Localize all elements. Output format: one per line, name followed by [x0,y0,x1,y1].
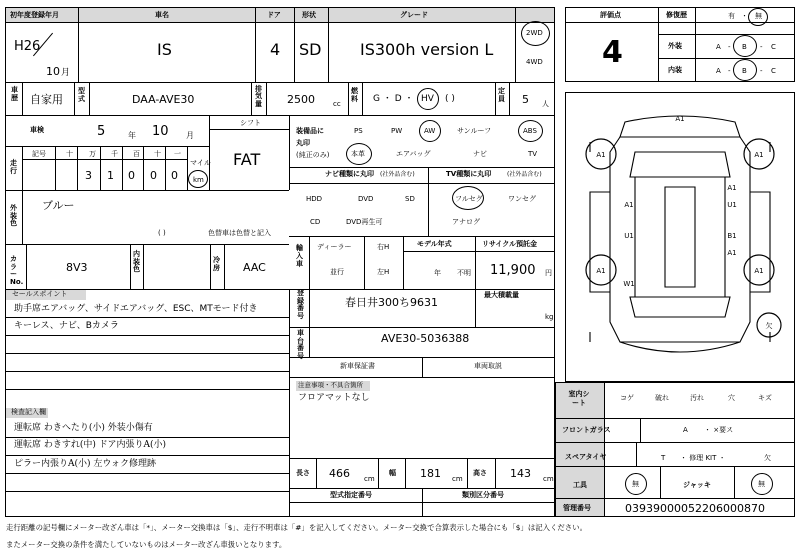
equip-honkawa: 本革 [351,150,365,158]
equip-sunroof: サンルーフ [457,127,492,135]
cap-unit: 人 [542,100,549,108]
equip-abs: ABS [523,127,537,135]
fuel-label: 燃料 [351,87,358,103]
navi-hdd: HDD [306,195,323,203]
odo-digit-juu: 十 [154,150,161,158]
score-value: 4 [602,35,623,70]
vin-value: AVE30-5036388 [381,332,470,345]
tools-none: 無 [632,480,639,488]
import-year: 年 [434,269,441,277]
seat-yabure: 破れ [655,394,669,402]
grade-label: グレード [400,11,428,19]
repair-yes: 有 [728,12,735,20]
equip-label-2: 丸印 [296,139,310,147]
odo-n5: 0 [171,169,178,182]
equip-aw: AW [424,127,436,135]
ext-a: A [716,43,721,51]
dmg-l-a1: A1 [624,201,634,209]
drive-4wd: 4WD [526,58,543,66]
model-code: DAA-AVE30 [132,93,195,106]
shaken-month-unit: 月 [186,131,194,140]
cap-label: 定員 [498,87,505,103]
reg-month: 10 [46,65,60,78]
color-note: 色替車は色替と記入 [208,229,271,237]
shift-value: FAT [233,150,261,169]
odo-digit-hyaku: 百 [133,150,140,158]
navi-dvdp: DVD再生可 [346,218,383,226]
equip-navi: ナビ [473,150,487,158]
tv-oneseg: ワンセグ [508,195,536,203]
recycle-value: 11,900 [490,263,536,278]
h-value: 143 [510,467,531,480]
navi-title: ナビ種類に丸印 [325,170,374,178]
spare-t: T [661,454,666,462]
seat-kizu: キズ [758,394,772,402]
seat-yogore: 汚れ [690,394,704,402]
class-num-label: 類別区分番号 [462,491,504,499]
ext-dash-1: - [728,43,731,51]
glass-label: フロントガラス [562,426,611,434]
door-count: 4 [270,40,281,59]
equip-ps: PS [354,127,363,135]
recycle-label: リサイクル預託金 [482,240,538,248]
load-label: 最大積載量 [484,291,519,299]
len-label: 長さ [296,469,310,477]
import-unknown: 不明 [457,269,471,277]
int-b: B [742,67,747,75]
dmg-rl-a1: A1 [596,267,606,275]
spare-rest: ・ 修理 KIT ・ [680,454,726,462]
inspect-line-2: 運転席 わきすれ(中) ドア内張りA(小) [14,440,166,450]
mgmt-label: 管理番号 [563,504,591,512]
color-code: 8V3 [66,261,88,274]
type-num-label: 型式指定番号 [330,491,372,499]
int-color-label: 内装色 [133,250,140,274]
import-year-label: モデル年式 [417,240,452,248]
disp-label: 排気量 [255,85,262,108]
import-lh: 左H [377,268,390,276]
navi-sd: SD [405,195,415,203]
reg-month-unit: 月 [61,68,71,78]
w-value: 181 [420,467,441,480]
shift-label: シフト [240,119,261,127]
disp-unit: cc [333,100,341,108]
len-value: 466 [329,467,350,480]
notes-text: フロアマットなし [298,393,370,403]
int-dash-2: - [760,67,763,75]
jack-none: 無 [758,480,765,488]
dmg-l-u1: U1 [624,232,634,240]
navi-sub: (社外品含む) [380,171,415,178]
int-label: 内装 [668,66,682,74]
docs-warranty: 新車保証書 [340,362,375,370]
spare-label: スペアタイヤ [565,453,607,461]
import-dealer: ディーラー [317,243,352,251]
year-reg-label: 初年度登録年月 [10,11,59,19]
odo-digit-ichi: 一 [174,150,181,158]
dmg-rl-w1: W1 [623,280,635,288]
tools-label: 工具 [573,481,587,489]
glass-rest: ・ ×要ス [704,426,734,434]
shaken-label: 車検 [30,126,44,134]
dmg-r-b1: B1 [727,232,737,240]
dmg-rr2-a1: A1 [754,267,764,275]
jack-label: ジャッキ [683,481,711,489]
odo-digit-10man: 十 [66,150,73,158]
score-label: 評価点 [600,11,621,19]
odo-mile: マイル [190,159,211,167]
spare-missing: 欠 [764,454,771,462]
tv-fullseg: フルセグ [455,195,483,203]
load-unit: kg [545,313,554,321]
ext-c: C [771,43,776,51]
inspect-line-1: 運転席 わきへたり(小) 外装小傷有 [14,423,153,433]
shaken-year-unit: 年 [128,131,136,140]
repair-label: 修復歴 [666,11,687,19]
ext-dash-2: - [760,43,763,51]
capacity: 5 [522,93,529,106]
docs-manual: 車両取説 [474,362,502,370]
odo-n1: 3 [85,169,92,182]
dmg-top-a1: A1 [675,115,685,123]
shaken-year: 5 [97,124,106,139]
cool-value: AAC [243,261,266,274]
odo-digit-man: 万 [89,150,96,158]
use-value: 自家用 [30,93,63,106]
w-unit: cm [452,475,463,483]
reg-era: H26 [14,39,41,54]
color-value: ブルー [42,199,75,212]
door-label: ドア [267,11,281,19]
glass-a: A [683,426,688,434]
h-label: 高さ [473,469,487,477]
seat-ana: 穴 [728,394,735,402]
sales-label: セールスポイント [12,290,68,298]
plate-label: 登録番号 [297,289,304,321]
notes-label: 注意事項・不具合箇所 [298,381,363,389]
odo-n2: 1 [107,169,114,182]
ext-b: B [742,43,747,51]
tv-analog: アナログ [452,218,480,226]
inspect-label: 検査記入欄 [11,408,46,416]
drive-2wd: 2WD [526,29,543,37]
tv-sub: (社外品含む) [507,171,542,178]
dmg-fr-a1: A1 [754,151,764,159]
repair-none: 無 [755,12,762,20]
sales-line-1: 助手席エアバッグ、サイドエアバッグ、ESC、MTモード付き [14,304,258,314]
body-shape: SD [299,40,322,59]
color-code-label: カラーNo. [10,255,24,287]
tv-title: TV種類に丸印 [446,170,492,178]
odo-label: 走行 [10,159,17,175]
dmg-fl-a1: A1 [596,151,606,159]
recycle-unit: 円 [545,269,552,277]
seat-label: 室内シート [568,390,590,407]
odo-sign-label: 記号 [32,150,46,158]
h-unit: cm [543,475,554,483]
plate-value: 春日井300ち9631 [345,296,438,309]
equip-tv: TV [528,150,538,158]
shape-label: 形状 [302,11,316,19]
fuel-paren: ( ) [445,94,455,104]
int-a: A [716,67,721,75]
color-paren: ( ) [158,229,166,237]
inspect-line-3: ピラー内張りA(小) 左ウォク修理跡 [14,459,157,469]
fuel-hv: HV [421,94,434,104]
dmg-rr-a1: A1 [727,249,737,257]
navi-cd: CD [310,218,321,226]
dmg-r-u1: U1 [727,201,737,209]
displacement: 2500 [287,93,315,106]
car-name-label: 車名 [155,11,169,19]
import-parallel: 並行 [330,268,344,276]
import-label: 輸入車 [296,244,303,269]
grade-value: IS300h version L [360,40,494,59]
odo-km: km [193,176,204,184]
equip-pw: PW [391,127,403,135]
int-c: C [771,67,776,75]
mgmt-number: 039390000522060008​70 [625,502,765,515]
use-label: 車歴 [11,86,18,102]
vin-label: 車台番号 [297,329,304,361]
seat-koge: コゲ [620,394,634,402]
dmg-r-a1: A1 [727,184,737,192]
repair-sep: ・ [741,12,748,20]
footer-note-2: またメーター交換の条件を満たしていないものはメーター改ざん車扱いとなります。 [6,540,287,549]
equip-label-3: (純正のみ) [296,151,330,159]
w-label: 幅 [389,469,396,477]
cool-label: 冷房 [213,256,220,272]
dmg-missing: 欠 [765,322,773,330]
model-label: 型式 [78,87,85,103]
int-dash-1: - [728,67,731,75]
fuel-options: G ・ D ・ [373,94,414,104]
odo-n3: 0 [128,169,135,182]
car-diagram [565,92,795,382]
footer-note-1: 走行距離の記号欄にメーター改ざん車は「*」、メーター交換車は「$」、走行不明車は「#」を記入してください。メーター交換で合算表示した場合にも「$」は記入ください。 [6,523,587,532]
odo-digit-sen: 千 [111,150,118,158]
color-label: 外装色 [10,204,17,228]
len-unit: cm [364,475,375,483]
odo-n4: 0 [150,169,157,182]
sales-line-2: キーレス、ナビ、Bカメラ [14,321,119,331]
car-name: IS [157,40,172,59]
equip-label-1: 装備品に [296,127,324,135]
shaken-month: 10 [152,124,169,139]
navi-dvd: DVD [358,195,374,203]
ext-label: 外装 [668,42,682,50]
equip-airbag: エアバッグ [396,150,431,158]
import-rh: 右H [377,243,390,251]
